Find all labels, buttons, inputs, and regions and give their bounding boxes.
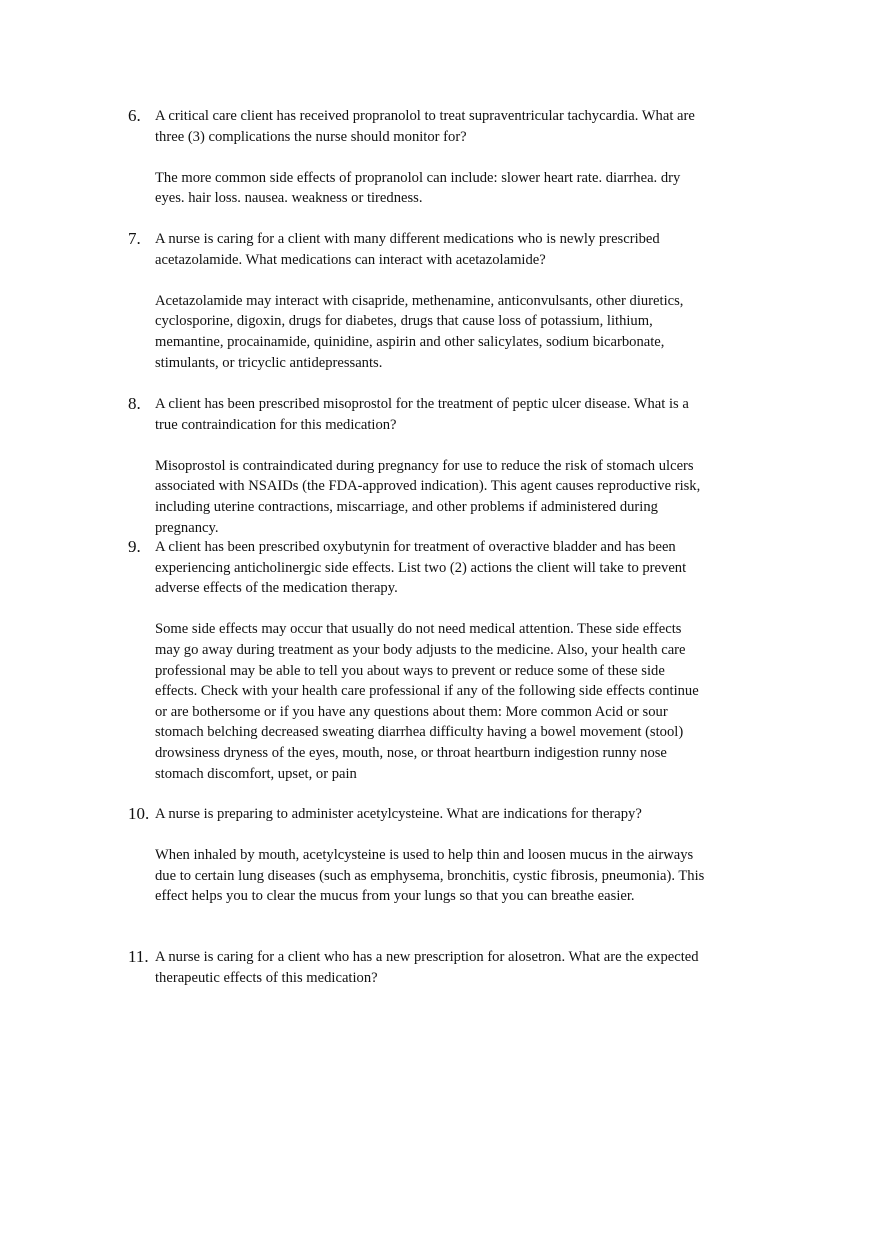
question-item-8 [128,394,708,538]
question-number: 11. [128,947,149,966]
question-number: 7. [128,229,141,248]
question-text: A client has been prescribed misoprostol for the treatment of peptic ulcer disease. What is a true contraindication for this medication? [155,396,689,433]
answer-text: The more common side effects of propranolol can include: slower heart rate. diarrhea. dry eyes. hair loss. nausea. weakness or tiredness. [155,169,681,207]
question-text: A nurse is caring for a client who has a new prescription for alosetron. What are the expected therapeutic effects of this medication? [155,949,699,986]
question-number: 8. [128,394,141,413]
question-text: A client has been prescribed oxybutynin for treatment of overactive bladder and has been experiencing anticholinergic side effects. List two (2) actions the client will take to prevent adverse effects of the medication therapy. [155,539,687,597]
question-item-6 [128,106,708,209]
question-number: 10. [128,804,150,823]
question-text: A critical care client has received propranolol to treat supraventricular tachycardia. What are three (3) complications the nurse should monitor for? [155,108,695,145]
question-item-10 [128,804,708,907]
question-item-7 [128,229,708,373]
answer-text: When inhaled by mouth, acetylcysteine is used to help thin and loosen mucus in the airways due to certain lung diseases (such as emphysema, bronchitis, cystic fibrosis, pneumonia). This effect helps you to clear the mucus from your lungs so that you can breathe easier. [155,847,705,905]
question-number: 6. [128,106,141,125]
question-text: A nurse is preparing to administer acetylcysteine. What are indications for therapy? [155,806,642,822]
answer-text: Acetazolamide may interact with cisapride, methenamine, anticonvulsants, other diuretics, cyclosporine, digoxin, drugs for diabetes, drugs that cause loss of potassium, lithium, memantine, procainamide, quinidine, aspirin and other salicylates, sodium bicarbonate, stimulants, or tricyclic antidepressants. [155,292,684,371]
answer-text: Some side effects may occur that usually do not need medical attention. These side effects may go away during treatment as your body adjusts to the medicine. Also, your health care professional may be able to tell you about ways to prevent or reduce some of these side effects. Check with your health care professional if any of the following side effects continue or are bothersome or if you have any questions about them: More common Acid or sour stomach belching decreased sweating diarrhea difficulty having a bowel movement (stool) drowsiness dryness of the eyes, mouth, nose, or throat heartburn indigestion runny nose stomach discomfort, upset, or pain [155,621,699,782]
question-text: A nurse is caring for a client with many different medications who is newly prescribed acetazolamide. What medications can interact with acetazolamide? [155,231,660,268]
answer-text: Misoprostol is contraindicated during pregnancy for use to reduce the risk of stomach ulcers associated with NSAIDs (the FDA-approved indication). This agent causes reproductive risk, including uterine contractions, miscarriage, and other problems if administered during pregnancy. [155,457,701,536]
question-item-11 [128,947,708,988]
question-number: 9. [128,537,141,556]
question-item-9 [128,537,708,784]
